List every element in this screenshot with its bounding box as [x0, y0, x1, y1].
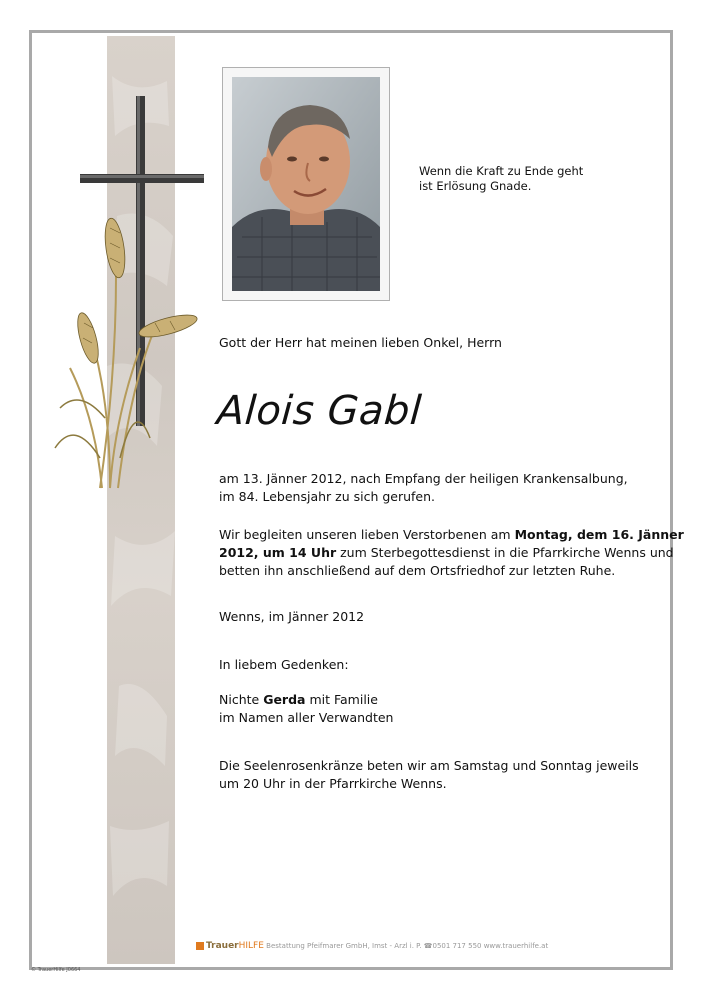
footer — [196, 941, 548, 951]
death-paragraph — [219, 470, 628, 506]
rosary-line-2: um 20 Uhr in der Pfarrkirche Wenns. — [219, 776, 447, 791]
mourners — [219, 691, 393, 727]
portrait-photo — [232, 77, 380, 291]
funeral-paragraph — [219, 526, 684, 580]
footer-brand-b: HILFE — [238, 941, 264, 951]
portrait-frame — [222, 67, 390, 301]
cross-and-wheat-icon — [40, 88, 210, 508]
mourners-line-1a: Nichte — [219, 692, 264, 707]
funeral-time: 2012, um 14 Uhr — [219, 545, 337, 560]
rosary-paragraph — [219, 757, 639, 793]
quote-line-1: Wenn die Kraft zu Ende geht — [419, 164, 584, 178]
funeral-line-2b: zum Sterbegottesdienst in die Pfarrkirche Wenns und — [336, 545, 674, 560]
quote-line-2: ist Erlösung Gnade. — [419, 179, 532, 193]
death-line-2: im 84. Lebensjahr zu sich gerufen. — [219, 489, 436, 504]
quote — [419, 164, 583, 194]
footer-text: Bestattung Pfeifmarer GmbH, Imst - Arzl i. P. ☎0501 717 550 www.trauerhilfe.at — [263, 942, 549, 950]
intro-text: Gott der Herr hat meinen lieben Onkel, Herrn — [219, 335, 502, 350]
memory-heading: In liebem Gedenken: — [219, 657, 349, 672]
deceased-name: Alois Gabl — [215, 388, 424, 434]
funeral-date: Montag, dem 16. Jänner — [514, 527, 684, 542]
funeral-line-1a: Wir begleiten unseren lieben Verstorbenen am — [219, 527, 515, 542]
death-line-1: am 13. Jänner 2012, nach Empfang der heiligen Krankensalbung, — [219, 471, 628, 486]
copyright: © TrauerHilfe J0664 — [31, 967, 81, 973]
trauerhilfe-logo-icon — [196, 942, 204, 950]
place-date: Wenns, im Jänner 2012 — [219, 609, 365, 624]
mourner-name: Gerda — [263, 692, 306, 707]
funeral-line-3: betten ihn anschließend auf dem Ortsfriedhof zur letzten Ruhe. — [219, 563, 616, 578]
mourners-line-1c: mit Familie — [305, 692, 378, 707]
portrait-image — [232, 77, 380, 291]
mourners-line-2: im Namen aller Verwandten — [219, 710, 394, 725]
rosary-line-1: Die Seelenrosenkränze beten wir am Samstag und Sonntag jeweils — [219, 758, 639, 773]
footer-brand-a: Trauer — [206, 941, 239, 951]
